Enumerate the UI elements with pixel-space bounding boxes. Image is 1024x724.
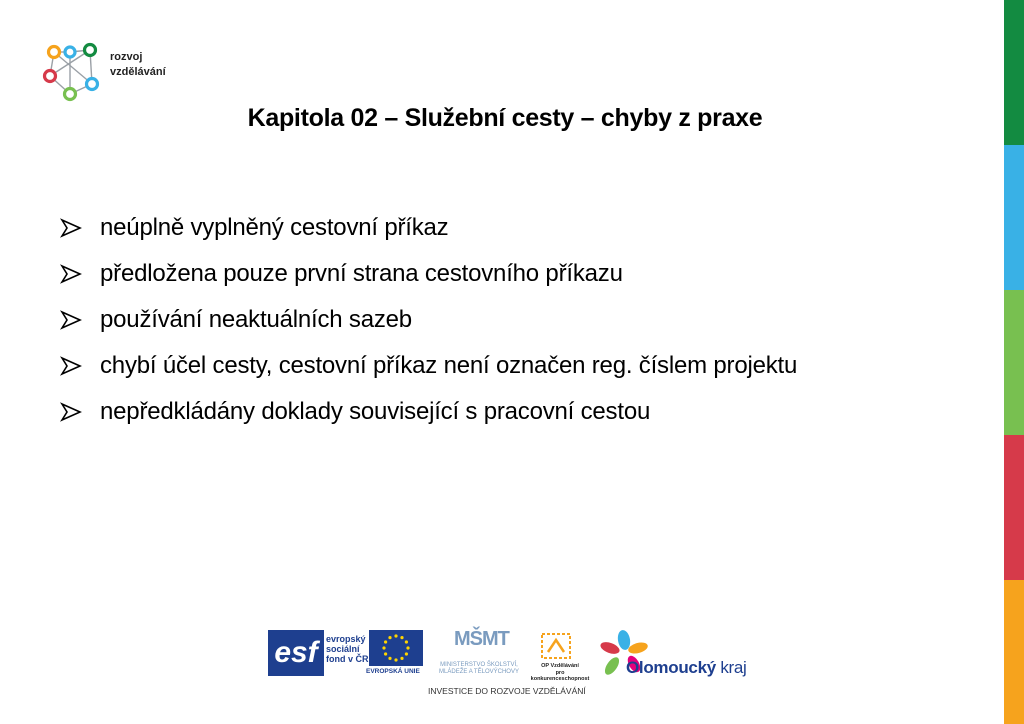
list-item: [60, 389, 797, 435]
arrow-bullet-icon: [60, 402, 100, 422]
investice-label: INVESTICE DO ROZVOJE VZDĚLÁVÁNÍ: [428, 686, 586, 696]
arrow-bullet-icon: [60, 218, 100, 238]
msmt-label-line-2: MLÁDEŽE A TĚLOVÝCHOVY: [439, 669, 519, 675]
op-label-line-1: OP Vzdělávání: [541, 663, 579, 669]
stripe-light-green: [1004, 290, 1024, 435]
logo-line-1: rozvoj: [110, 51, 143, 63]
op-label-line-2: pro konkurenceschopnost: [530, 669, 590, 682]
msmt-logo: MŠMT: [454, 628, 509, 650]
bullet-text: používání neaktuálních sazeb: [100, 306, 412, 333]
op-label: [530, 663, 590, 683]
esf-label-line-1: evropský: [326, 634, 366, 644]
op-vzdelavani-logo: [538, 630, 574, 662]
stripe-orange: [1004, 580, 1024, 724]
bullet-text: chybí účel cesty, cestovní příkaz není označen reg. číslem projektu: [100, 352, 798, 379]
esf-label-line-3: fond v ČR: [326, 654, 369, 664]
funding-logos: [268, 626, 768, 696]
logo-line-2: vzdělávání: [110, 66, 166, 78]
list-item: [60, 297, 797, 343]
msmt-label: [429, 662, 529, 676]
msmt-label-line-1: MINISTERSTVO ŠKOLSTVÍ,: [440, 662, 518, 668]
eu-flag-icon: [369, 630, 423, 666]
kraj-name: Olomoucký: [626, 658, 716, 677]
arrow-bullet-icon: [60, 356, 100, 376]
esf-label-line-2: sociální: [326, 644, 360, 654]
bullet-text: neúplně vyplněný cestovní příkaz: [100, 214, 449, 241]
kraj-suffix: kraj: [720, 658, 747, 677]
bullet-text: nepředkládány doklady související s pracovní cestou: [100, 398, 651, 425]
bullet-text: předložena pouze první strana cestovního příkazu: [100, 260, 623, 287]
arrow-bullet-icon: [60, 310, 100, 330]
eu-label: EVROPSKÁ UNIE: [366, 668, 420, 675]
bullet-list: [60, 205, 797, 435]
list-item: [60, 251, 797, 297]
arrow-bullet-icon: [60, 264, 100, 284]
logo-text: [110, 50, 166, 80]
stripe-red: [1004, 435, 1024, 580]
olomoucky-kraj-label: [626, 658, 747, 678]
network-nodes-icon: [40, 40, 106, 104]
list-item: [60, 343, 797, 389]
slide-title: Kapitola 02 – Služební cesty – chyby z praxe: [247, 104, 763, 132]
esf-logo: esf: [268, 630, 324, 676]
stripe-blue: [1004, 145, 1024, 290]
list-item: [60, 205, 797, 251]
esf-label: [326, 634, 369, 664]
